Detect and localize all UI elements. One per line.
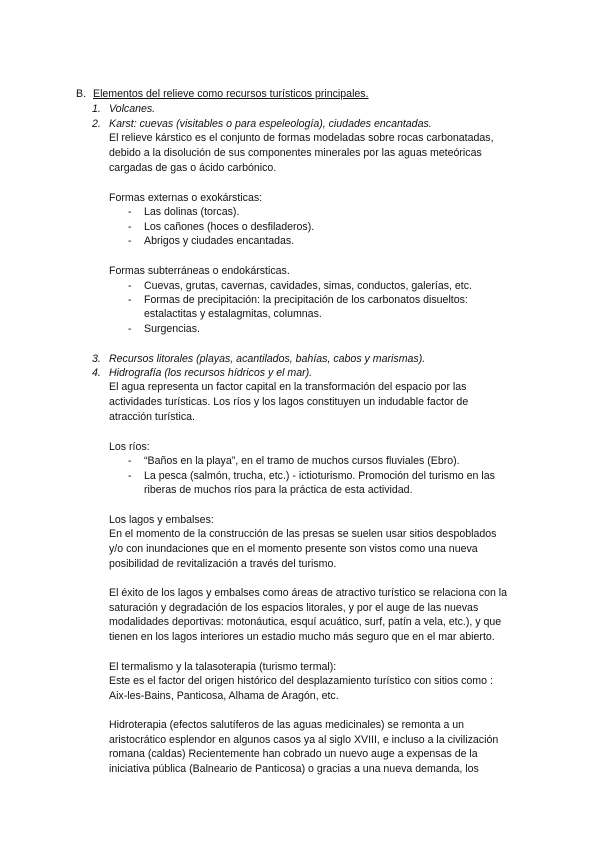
list-item: Cuevas, grutas, cavernas, cavidades, simas, conductos, galerías, etc. — [144, 280, 472, 292]
list-item-continuation: estalactitas y estalagmitas, columnas. — [144, 308, 322, 320]
paragraph-line: El agua representa un factor capital en la transformación del espacio por las — [109, 381, 467, 393]
bullet-dash: - — [128, 455, 132, 467]
paragraph-line: El éxito de los lagos y embalses como áreas de atractivo turístico se relaciona con la — [109, 587, 508, 599]
paragraph-line: Aix-les-Bains, Panticosa, Alhama de Aragón, etc. — [109, 690, 339, 702]
rios-heading: Los ríos: — [109, 441, 150, 453]
bullet-dash: - — [128, 206, 132, 218]
paragraph-line: iniciativa pública (Balneario de Panticosa) o gracias a una nueva demanda, los — [109, 763, 479, 775]
paragraph-line: actividades turísticas. Los ríos y los lagos constituyen un indudable factor de — [109, 396, 469, 408]
lagos-heading: Los lagos y embalses: — [109, 514, 214, 526]
paragraph-line: modalidades deportivas: motonáutica, esquí acuático, surf, patín a vela, etc.), y que — [109, 616, 502, 628]
bullet-dash: - — [128, 323, 132, 335]
list-item-continuation: riberas de muchos ríos para la práctica de esta actividad. — [144, 484, 413, 496]
bullet-dash: - — [128, 235, 132, 247]
list-item: Abrigos y ciudades encantadas. — [144, 235, 295, 247]
paragraph-line: posibilidad de revitalización a través del turismo. — [109, 558, 337, 570]
bullet-dash: - — [128, 280, 132, 292]
item-4-title: Hidrografía (los recursos hídricos y el mar). — [109, 367, 313, 379]
paragraph-line: debido a la disolución de sus componentes minerales por las aguas meteóricas — [109, 147, 482, 159]
list-item: La pesca (salmón, trucha, etc.) - ictioturismo. Promoción del turismo en las — [144, 470, 495, 482]
paragraph-line: cargadas de gas o ácido carbónico. — [109, 162, 277, 174]
list-item: Surgencias. — [144, 323, 200, 335]
item-2-number: 2. — [92, 118, 101, 130]
termalismo-heading: El termalismo y la talasoterapia (turismo termal): — [109, 661, 337, 673]
list-item: Los cañones (hoces o desfiladeros). — [144, 221, 315, 233]
list-item: Las dolinas (torcas). — [144, 206, 240, 218]
section-title: Elementos del relieve como recursos turísticos principales. — [93, 88, 369, 100]
bullet-dash: - — [128, 294, 132, 306]
bullet-dash: - — [128, 470, 132, 482]
paragraph-line: y/o con inundaciones que en el momento presente son vistos como una nueva — [109, 543, 478, 555]
item-1-title: Volcanes. — [109, 103, 156, 115]
paragraph-line: aristocrático esplendor en algunos casos ya al siglo XVIII, e incluso a la civilización — [109, 734, 499, 746]
item-4-number: 4. — [92, 367, 101, 379]
paragraph-line: El relieve kárstico es el conjunto de formas modeladas sobre rocas carbonatadas, — [109, 132, 494, 144]
paragraph-line: En el momento de la construcción de las presas se suelen usar sitios despoblados — [109, 528, 497, 540]
item-1-number: 1. — [92, 103, 101, 115]
item-2-title: Karst: cuevas (visitables o para espeleología), ciudades encantadas. — [109, 118, 432, 130]
paragraph-line: Hidroterapia (efectos salutíferos de las aguas medicinales) se remonta a un — [109, 719, 465, 731]
endokarst-heading: Formas subterráneas o endokársticas. — [109, 265, 290, 277]
list-item: Formas de precipitación: la precipitación de los carbonatos disueltos: — [144, 294, 468, 306]
section-letter: B. — [76, 88, 87, 100]
item-3-title: Recursos litorales (playas, acantilados, bahías, cabos y marismas). — [109, 353, 426, 365]
item-3-number: 3. — [92, 353, 101, 365]
list-item: “Baños en la playa”, en el tramo de muchos cursos fluviales (Ebro). — [144, 455, 460, 467]
paragraph-line: Este es el factor del origen histórico del desplazamiento turístico con sitios como : — [109, 675, 493, 687]
exokarst-heading: Formas externas o exokársticas: — [109, 192, 263, 204]
paragraph-line: romana (caldas) Recientemente han cobrado un nuevo auge a expensas de la — [109, 748, 478, 760]
paragraph-line: atracción turística. — [109, 411, 195, 423]
bullet-dash: - — [128, 221, 132, 233]
paragraph-line: saturación y degradación de los espacios litorales, y por el auge de las nuevas — [109, 602, 479, 614]
paragraph-line: tienen en los lagos interiores un estadio mucho más seguro que en el mar abierto. — [109, 631, 495, 643]
